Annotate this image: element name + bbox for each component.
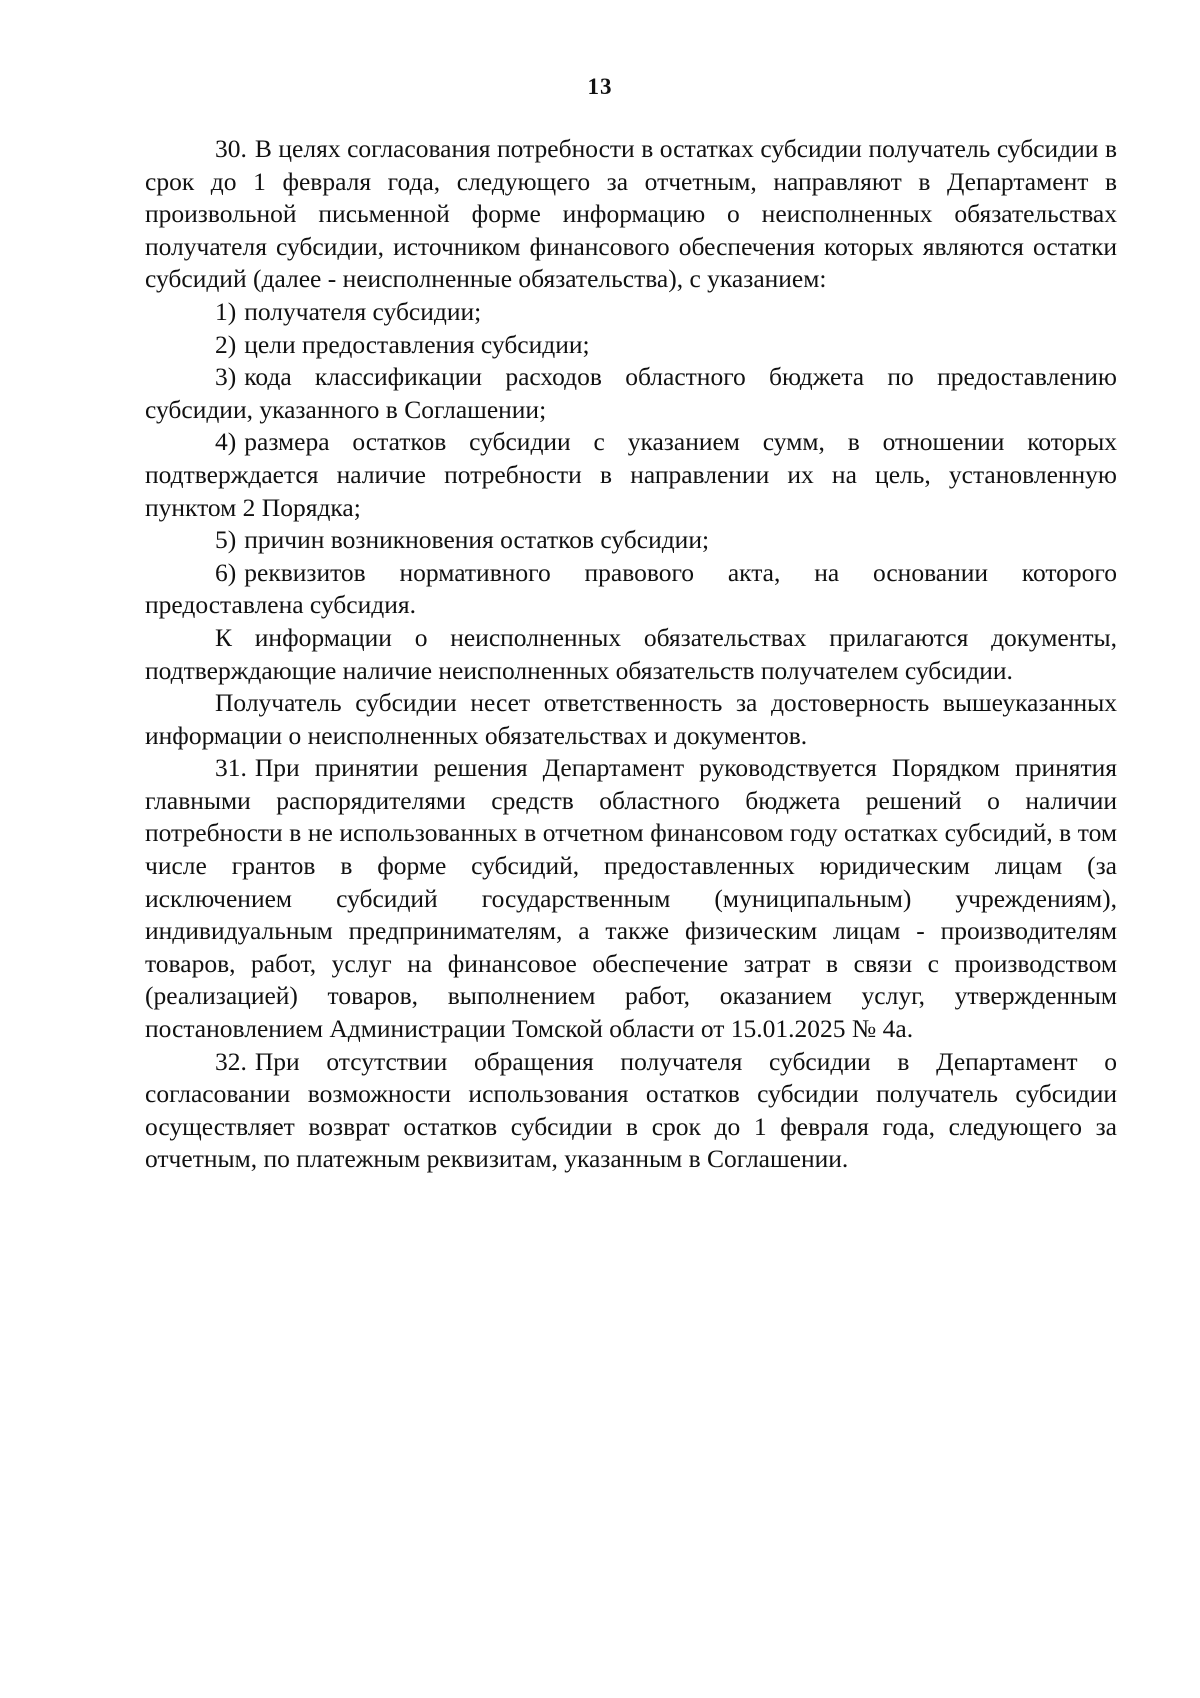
paragraph-31 bbox=[145, 752, 1117, 1045]
list-item-4 bbox=[145, 426, 1117, 524]
clause-number: 32. bbox=[215, 1046, 247, 1076]
paragraph-text: При отсутствии обращения получателя субсидии в Департамент о согласовании возможности использования остатков субсидии получатель субсидии осуществляет возврат остатков субсидии в срок до 1 февраля года, следующего за отчетным, по платежным реквизитам, указанным в Соглашении. bbox=[145, 1046, 1117, 1174]
item-text: получателя субсидии; bbox=[244, 296, 482, 326]
page-number: 13 bbox=[587, 74, 613, 99]
item-number: 5) bbox=[215, 525, 237, 555]
item-text: цели предоставления субсидии; bbox=[244, 329, 590, 359]
paragraph-text: При принятии решения Департамент руководствуется Порядком принятия главными распорядителями средств областного бюджета решений о наличии потребности в не использованных в отчетном финансовом году остатках субсидий, в том числе грантов в форме субсидий, предоставленных юридическим лицам (за исключением субсидий государственным (муниципальным) учреждениям), индивидуальным предпринимателям, а также физическим лицам - производителям товаров, работ, услуг на финансовое обеспечение затрат в связи с производством (реализацией) товаров, выполнением работ, оказанием услуг, утвержденным постановлением Администрации Томской области от 15.01.2025 № 4а. bbox=[145, 753, 1117, 1044]
item-text: размера остатков субсидии с указанием сумм, в отношении которых подтверждается наличие потребности в направлении их на цель, установленную пунктом 2 Порядка; bbox=[145, 427, 1117, 522]
list-item-5 bbox=[145, 524, 1117, 557]
clause-number: 31. bbox=[215, 753, 247, 783]
document-body bbox=[145, 133, 1117, 1176]
list-item-3 bbox=[145, 361, 1117, 426]
item-number: 2) bbox=[215, 329, 237, 359]
list-item-6 bbox=[145, 557, 1117, 622]
item-number: 3) bbox=[215, 362, 237, 392]
paragraph-text: В целях согласования потребности в остатках субсидии получатель субсидии в срок до 1 февраля года, следующего за отчетным, направляют в Департамент в произвольной письменной форме информацию о неисполненных обязательствах получателя субсидии, источником финансового обеспечения которых являются остатки субсидий (далее - неисполненные обязательства), с указанием: bbox=[145, 134, 1117, 294]
list-item-2 bbox=[145, 329, 1117, 362]
item-text: причин возникновения остатков субсидии; bbox=[244, 525, 710, 555]
item-text: реквизитов нормативного правового акта, на основании которого предоставлена субсидия. bbox=[145, 557, 1117, 620]
list-item-1 bbox=[145, 296, 1117, 329]
paragraph-info: К информации о неисполненных обязательствах прилагаются документы, подтверждающие наличие неисполненных обязательств получателем субсидии. bbox=[145, 622, 1117, 685]
item-number: 6) bbox=[215, 557, 237, 587]
paragraph-30 bbox=[145, 133, 1117, 296]
paragraph-32 bbox=[145, 1046, 1117, 1176]
paragraph-responsibility: Получатель субсидии несет ответственность за достоверность вышеуказанных информации о неисполненных обязательствах и документов. bbox=[145, 688, 1117, 750]
item-number: 1) bbox=[215, 296, 237, 326]
item-number: 4) bbox=[215, 427, 237, 457]
clause-number: 30. bbox=[215, 134, 247, 163]
item-text: кода классификации расходов областного бюджета по предоставлению субсидии, указанного в Соглашении; bbox=[145, 362, 1117, 424]
